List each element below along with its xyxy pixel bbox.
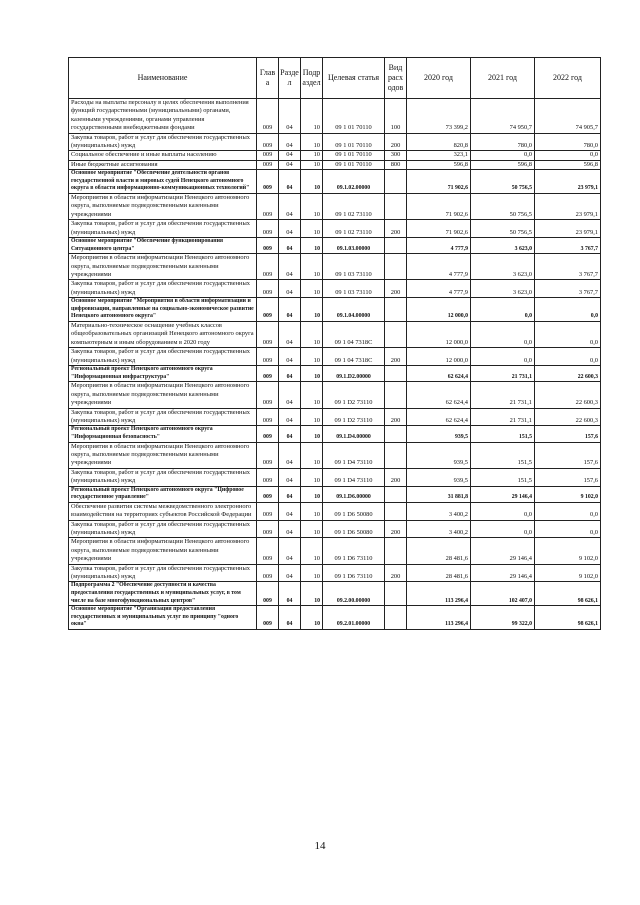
cell-vid [385,170,407,194]
cell-vid: 200 [385,133,407,151]
cell-statya: 09.1.03.00000 [323,238,385,254]
cell-2020: 62 624,4 [407,382,471,408]
table-row [69,366,601,382]
table-row [69,151,601,160]
cell-vid: 200 [385,280,407,298]
cell-2020: 73 399,2 [407,99,471,134]
cell-name: Социальное обеспечение и иные выплаты населению [69,151,257,160]
cell-2022: 3 767,7 [535,254,601,280]
cell-name: Мероприятия в области информатизации Ненецкого автономного округа, выполняемые подведомственными казенными учреждениями [69,382,257,408]
cell-statya: 09.1.D4.00000 [323,426,385,442]
cell-2020: 12 000,0 [407,298,471,322]
cell-name: Основное мероприятие "Обеспечение деятельности органов государственной власти и мировых судей Ненецкого автономного округа в области информационно-коммуникационных технологий" [69,170,257,194]
cell-2022: 98 626,1 [535,582,601,606]
cell-2022: 22 600,3 [535,382,601,408]
cell-razdel: 04 [279,133,301,151]
table-row [69,322,601,348]
table-row [69,298,601,322]
cell-2021: 3 623,0 [471,238,535,254]
cell-vid [385,426,407,442]
cell-razdel: 04 [279,520,301,538]
cell-2022: 157,6 [535,442,601,468]
cell-podrazdel: 10 [301,133,323,151]
cell-2021: 0,0 [471,348,535,366]
table-row [69,520,601,538]
cell-2021: 596,8 [471,160,535,169]
cell-vid [385,606,407,630]
cell-2021: 780,0 [471,133,535,151]
cell-glava: 009 [257,520,279,538]
cell-2020: 596,8 [407,160,471,169]
cell-2021: 50 756,5 [471,220,535,238]
cell-statya: 09 1 D6 50080 [323,502,385,520]
table-row [69,426,601,442]
cell-statya: 09 1 03 73110 [323,254,385,280]
cell-podrazdel: 10 [301,322,323,348]
table-row [69,502,601,520]
cell-2021: 21 731,1 [471,408,535,426]
cell-razdel: 04 [279,280,301,298]
cell-glava: 009 [257,582,279,606]
table-row [69,254,601,280]
cell-glava: 009 [257,133,279,151]
cell-name: Основное мероприятие "Мероприятия в области информатизации и цифровизации, направленные на социально-экономическое развитие Ненецкого автономного округа" [69,298,257,322]
cell-vid: 200 [385,408,407,426]
cell-vid: 800 [385,160,407,169]
budget-table [68,57,601,630]
cell-razdel: 04 [279,170,301,194]
cell-statya: 09 1 01 70110 [323,133,385,151]
table-row [69,194,601,220]
cell-2022: 0,0 [535,348,601,366]
cell-2021: 29 146,4 [471,538,535,564]
header-razdel: Разде л [279,58,301,99]
cell-2020: 4 777,9 [407,280,471,298]
table-row [69,238,601,254]
cell-name: Обеспечение развития системы межведомственного электронного взаимодействия на территориях субъектов Российской Федерации [69,502,257,520]
cell-glava: 009 [257,426,279,442]
cell-glava: 009 [257,280,279,298]
cell-statya: 09 1 02 73110 [323,194,385,220]
cell-2022: 23 979,1 [535,220,601,238]
cell-podrazdel: 10 [301,442,323,468]
cell-razdel: 04 [279,99,301,134]
cell-glava: 009 [257,348,279,366]
cell-podrazdel: 10 [301,220,323,238]
cell-2021: 3 623,0 [471,280,535,298]
cell-podrazdel: 10 [301,408,323,426]
cell-glava: 009 [257,298,279,322]
cell-razdel: 04 [279,160,301,169]
cell-2022: 9 102,0 [535,538,601,564]
cell-podrazdel: 10 [301,151,323,160]
cell-vid [385,486,407,502]
cell-2020: 3 400,2 [407,520,471,538]
cell-razdel: 04 [279,486,301,502]
cell-glava: 009 [257,194,279,220]
cell-vid [385,254,407,280]
cell-name: Мероприятия в области информатизации Ненецкого автономного округа, выполняемые подведомственными казенными учреждениями [69,194,257,220]
cell-name: Закупка товаров, работ и услуг для обеспечения государственных (муниципальных) нужд [69,520,257,538]
cell-statya: 09 1 D2 73110 [323,408,385,426]
cell-glava: 009 [257,606,279,630]
cell-vid [385,238,407,254]
cell-razdel: 04 [279,238,301,254]
cell-statya: 09.1.D2.00000 [323,366,385,382]
table-row [69,348,601,366]
cell-glava: 009 [257,538,279,564]
cell-razdel: 04 [279,348,301,366]
table-row [69,160,601,169]
cell-statya: 09 1 04 7318C [323,348,385,366]
cell-vid [385,382,407,408]
cell-statya: 09.2.00.00000 [323,582,385,606]
cell-statya: 09 1 01 70110 [323,99,385,134]
cell-2020: 113 296,4 [407,606,471,630]
cell-2022: 780,0 [535,133,601,151]
cell-statya: 09 1 D6 73110 [323,564,385,582]
cell-2020: 820,8 [407,133,471,151]
cell-glava: 009 [257,170,279,194]
cell-2022: 3 767,7 [535,280,601,298]
table-header-row [69,58,601,99]
cell-razdel: 04 [279,220,301,238]
cell-statya: 09 1 D6 50080 [323,520,385,538]
cell-statya: 09 1 02 73110 [323,220,385,238]
cell-podrazdel: 10 [301,582,323,606]
cell-name: Расходы на выплаты персоналу в целях обеспечения выполнения функций государственными (муниципальными) органами, казенными учреждениями, органами управления государственными внебюджетными фондами [69,99,257,134]
cell-razdel: 04 [279,502,301,520]
cell-2022: 74 905,7 [535,99,601,134]
cell-2022: 9 102,0 [535,564,601,582]
cell-2022: 0,0 [535,502,601,520]
table-row [69,170,601,194]
cell-glava: 009 [257,99,279,134]
cell-2020: 71 902,6 [407,220,471,238]
table-row [69,280,601,298]
header-vid: Вид расх одов [385,58,407,99]
table-row [69,582,601,606]
cell-razdel: 04 [279,151,301,160]
cell-podrazdel: 10 [301,348,323,366]
cell-razdel: 04 [279,606,301,630]
cell-statya: 09.2.01.00000 [323,606,385,630]
cell-glava: 009 [257,238,279,254]
cell-razdel: 04 [279,582,301,606]
cell-2021: 74 950,7 [471,99,535,134]
cell-name: Иные бюджетные ассигнования [69,160,257,169]
cell-2021: 151,5 [471,426,535,442]
cell-podrazdel: 10 [301,502,323,520]
table-row [69,133,601,151]
table-row [69,382,601,408]
cell-podrazdel: 10 [301,606,323,630]
cell-name: Закупка товаров, работ и услуг для обеспечения государственных (муниципальных) нужд [69,220,257,238]
cell-2020: 323,1 [407,151,471,160]
cell-vid [385,502,407,520]
cell-glava: 009 [257,442,279,468]
cell-podrazdel: 10 [301,170,323,194]
cell-name: Мероприятия в области информатизации Ненецкого автономного округа, выполняемые подведомственными казенными учреждениями [69,442,257,468]
cell-vid: 200 [385,520,407,538]
cell-vid [385,194,407,220]
cell-statya: 09 1 01 70110 [323,151,385,160]
cell-name: Мероприятия в области информатизации Ненецкого автономного округа, выполняемые подведомственными казенными учреждениями [69,254,257,280]
cell-vid [385,298,407,322]
cell-2020: 71 902,6 [407,194,471,220]
cell-name: Закупка товаров, работ и услуг для обеспечения государственных (муниципальных) нужд [69,468,257,486]
cell-podrazdel: 10 [301,160,323,169]
cell-podrazdel: 10 [301,426,323,442]
cell-2020: 62 624,4 [407,408,471,426]
cell-2022: 3 767,7 [535,238,601,254]
cell-podrazdel: 10 [301,520,323,538]
cell-razdel: 04 [279,382,301,408]
page-number: 14 [314,840,326,852]
cell-podrazdel: 10 [301,238,323,254]
cell-podrazdel: 10 [301,366,323,382]
cell-razdel: 04 [279,426,301,442]
cell-statya: 09 1 04 7318C [323,322,385,348]
cell-2022: 22 600,3 [535,408,601,426]
cell-name: Региональный проект Ненецкого автономного округа "Цифровое государственное управление" [69,486,257,502]
cell-razdel: 04 [279,538,301,564]
cell-name: Региональный проект Ненецкого автономного округа "Информационная безопасность" [69,426,257,442]
cell-2021: 151,5 [471,442,535,468]
cell-vid: 300 [385,151,407,160]
cell-2020: 71 902,6 [407,170,471,194]
table-row [69,538,601,564]
cell-2021: 0,0 [471,151,535,160]
cell-2020: 939,5 [407,468,471,486]
cell-statya: 09 1 D2 73110 [323,382,385,408]
cell-2021: 50 756,5 [471,170,535,194]
cell-glava: 009 [257,502,279,520]
header-statya: Целевая статья [323,58,385,99]
cell-name: Закупка товаров, работ и услуг для обеспечения государственных (муниципальных) нужд [69,408,257,426]
table-row [69,468,601,486]
cell-podrazdel: 10 [301,468,323,486]
cell-2020: 28 481,6 [407,564,471,582]
header-podrazdel: Подр аздел [301,58,323,99]
cell-statya: 09 1 D6 73110 [323,538,385,564]
table-row [69,486,601,502]
cell-statya: 09.1.04.00000 [323,298,385,322]
cell-glava: 009 [257,322,279,348]
table-row [69,442,601,468]
cell-razdel: 04 [279,468,301,486]
cell-statya: 09.1.D6.00000 [323,486,385,502]
cell-razdel: 04 [279,322,301,348]
cell-2020: 12 000,0 [407,322,471,348]
table-row [69,564,601,582]
cell-glava: 009 [257,486,279,502]
header-name: Наименование [69,58,257,99]
table-body [69,99,601,630]
cell-statya: 09 1 01 70110 [323,160,385,169]
cell-2022: 157,6 [535,468,601,486]
cell-2021: 0,0 [471,520,535,538]
cell-glava: 009 [257,408,279,426]
cell-2021: 50 756,5 [471,194,535,220]
cell-2020: 12 000,0 [407,348,471,366]
cell-glava: 009 [257,468,279,486]
cell-2022: 9 102,0 [535,486,601,502]
cell-2020: 939,5 [407,426,471,442]
cell-vid [385,538,407,564]
cell-name: Региональный проект Ненецкого автономного округа "Информационная инфраструктура" [69,366,257,382]
cell-2020: 113 296,4 [407,582,471,606]
cell-statya: 09 1 D4 73110 [323,468,385,486]
cell-razdel: 04 [279,366,301,382]
header-2022: 2022 год [535,58,601,99]
cell-2020: 4 777,9 [407,254,471,280]
cell-vid: 200 [385,348,407,366]
cell-glava: 009 [257,254,279,280]
cell-glava: 009 [257,382,279,408]
cell-2022: 98 626,1 [535,606,601,630]
cell-2021: 0,0 [471,322,535,348]
cell-name: Закупка товаров, работ и услуг для обеспечения государственных (муниципальных) нужд [69,133,257,151]
cell-2022: 22 600,3 [535,366,601,382]
cell-podrazdel: 10 [301,538,323,564]
cell-2021: 151,5 [471,468,535,486]
cell-name: Основное мероприятие "Обеспечение функционирования Ситуационного центра" [69,238,257,254]
cell-statya: 09 1 03 73110 [323,280,385,298]
cell-glava: 009 [257,220,279,238]
cell-name: Основное мероприятие "Организация предоставления государственных и муниципальных услуг по принципу "одного окна" [69,606,257,630]
cell-vid: 200 [385,564,407,582]
cell-statya: 09 1 D4 73110 [323,442,385,468]
header-2021: 2021 год [471,58,535,99]
cell-glava: 009 [257,564,279,582]
cell-statya: 09.1.02.00000 [323,170,385,194]
cell-podrazdel: 10 [301,254,323,280]
cell-2022: 0,0 [535,151,601,160]
cell-podrazdel: 10 [301,486,323,502]
cell-vid [385,582,407,606]
cell-razdel: 04 [279,298,301,322]
cell-2020: 939,5 [407,442,471,468]
cell-vid [385,322,407,348]
cell-2022: 157,6 [535,426,601,442]
cell-2022: 23 979,1 [535,170,601,194]
cell-2020: 3 400,2 [407,502,471,520]
cell-razdel: 04 [279,194,301,220]
cell-glava: 009 [257,151,279,160]
cell-2022: 0,0 [535,520,601,538]
cell-2021: 21 731,1 [471,382,535,408]
header-glava: Глав а [257,58,279,99]
cell-podrazdel: 10 [301,99,323,134]
cell-glava: 009 [257,160,279,169]
cell-2021: 29 146,4 [471,564,535,582]
cell-vid: 100 [385,99,407,134]
cell-name: Закупка товаров, работ и услуг для обеспечения государственных (муниципальных) нужд [69,280,257,298]
cell-podrazdel: 10 [301,564,323,582]
cell-vid: 200 [385,220,407,238]
cell-2022: 0,0 [535,322,601,348]
cell-glava: 009 [257,366,279,382]
header-2020: 2020 год [407,58,471,99]
table-row [69,220,601,238]
cell-razdel: 04 [279,564,301,582]
cell-2021: 99 322,0 [471,606,535,630]
cell-razdel: 04 [279,408,301,426]
cell-name: Материально-техническое оснащение учебных классов общеобразовательных организаций Ненецкого автономного округа компьютерным и иным оборудованием в 2020 году [69,322,257,348]
cell-2022: 0,0 [535,298,601,322]
cell-podrazdel: 10 [301,194,323,220]
cell-2020: 31 881,8 [407,486,471,502]
cell-2021: 0,0 [471,502,535,520]
cell-2020: 4 777,9 [407,238,471,254]
cell-2022: 596,8 [535,160,601,169]
cell-2020: 62 624,4 [407,366,471,382]
cell-2021: 3 623,0 [471,254,535,280]
table-row [69,99,601,134]
cell-name: Мероприятия в области информатизации Ненецкого автономного округа, выполняемые подведомственными казенными учреждениями [69,538,257,564]
cell-vid [385,442,407,468]
cell-name: Подпрограмма 2 "Обеспечение доступности и качества предоставления государственных и муниципальных услуг, в том числе на базе многофункциональных центров" [69,582,257,606]
cell-2020: 28 481,6 [407,538,471,564]
cell-vid [385,366,407,382]
cell-name: Закупка товаров, работ и услуг для обеспечения государственных (муниципальных) нужд [69,348,257,366]
cell-razdel: 04 [279,442,301,468]
cell-podrazdel: 10 [301,280,323,298]
cell-2021: 102 407,0 [471,582,535,606]
cell-2021: 29 146,4 [471,486,535,502]
cell-2021: 0,0 [471,298,535,322]
cell-podrazdel: 10 [301,298,323,322]
table-row [69,408,601,426]
cell-name: Закупка товаров, работ и услуг для обеспечения государственных (муниципальных) нужд [69,564,257,582]
cell-razdel: 04 [279,254,301,280]
cell-vid: 200 [385,468,407,486]
cell-podrazdel: 10 [301,382,323,408]
cell-2021: 21 731,1 [471,366,535,382]
table-row [69,606,601,630]
cell-2022: 23 979,1 [535,194,601,220]
